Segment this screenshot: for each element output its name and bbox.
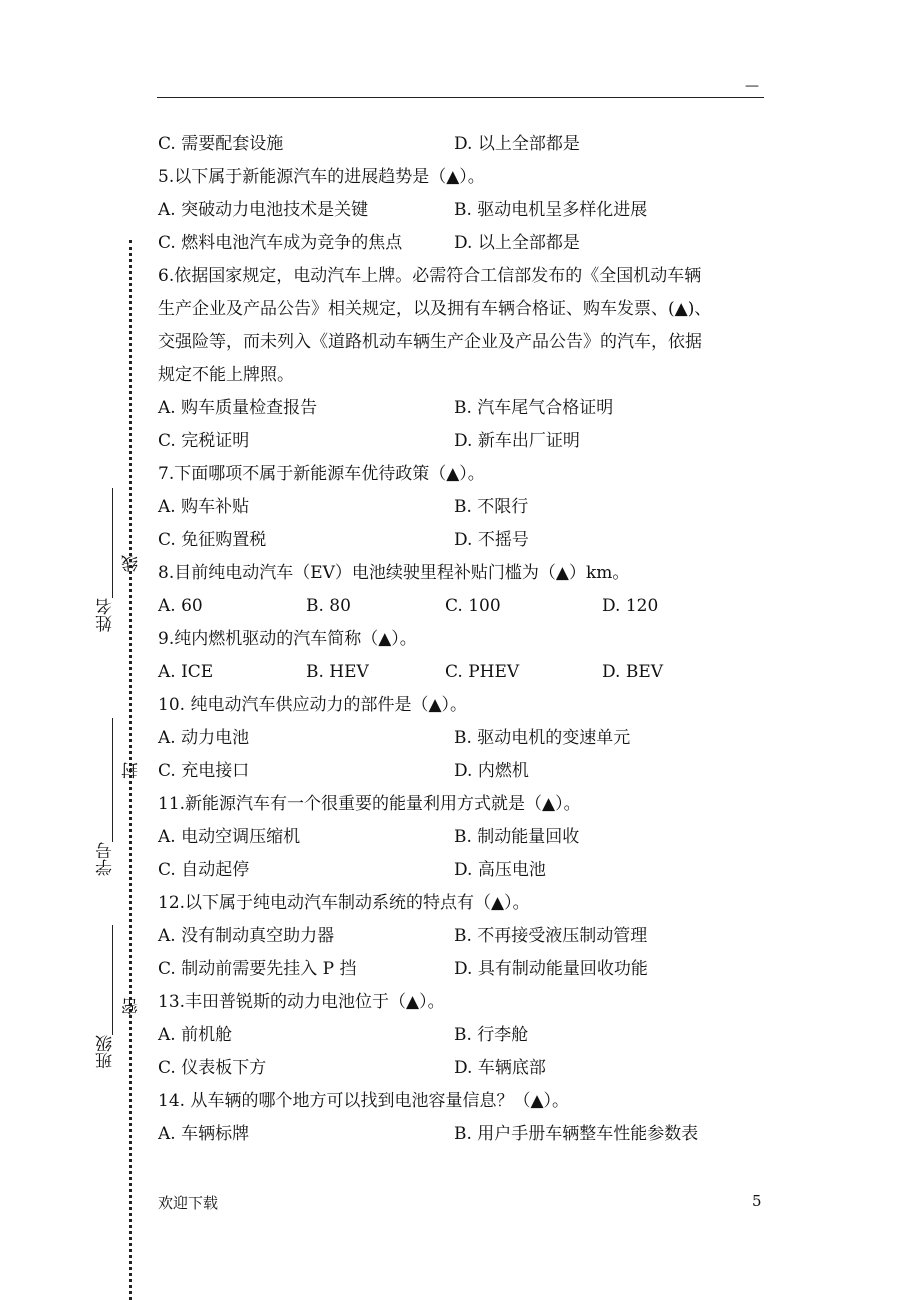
question-text: 7.下面哪项不属于新能源车优待政策（▲）。	[158, 464, 485, 484]
option-b: D. 具有制动能量回收功能	[454, 959, 648, 979]
options-row	[158, 428, 778, 461]
options-row	[158, 593, 778, 626]
option-a: C. 免征购置税	[158, 530, 267, 550]
secret-label: 密	[122, 998, 142, 1015]
question-line	[158, 263, 778, 296]
option-a: C. 需要配套设施	[158, 134, 284, 154]
option-a: A. ICE	[158, 662, 214, 682]
question-line	[158, 461, 778, 494]
options-row	[158, 1055, 778, 1088]
option-b: D. 以上全部都是	[454, 233, 580, 253]
option-b: D. 以上全部都是	[454, 134, 580, 154]
question-text: 5.以下属于新能源汽车的进展趋势是（▲）。	[158, 167, 485, 187]
option-b: B. 驱动电机呈多样化进展	[454, 200, 648, 220]
question-line	[158, 890, 778, 923]
question-text: 13.丰田普锐斯的动力电池位于（▲）。	[158, 992, 445, 1012]
question-line	[158, 791, 778, 824]
options-row	[158, 1121, 778, 1154]
option-b: D. 车辆底部	[454, 1058, 546, 1078]
option-a: C. 燃料电池汽车成为竞争的焦点	[158, 233, 403, 253]
option-a: C. 仪表板下方	[158, 1058, 267, 1078]
question-text: 12.以下属于纯电动汽车制动系统的特点有（▲）。	[158, 893, 530, 913]
options-row	[158, 659, 778, 692]
option-b: D. 高压电池	[454, 860, 546, 880]
header-rule	[157, 97, 764, 98]
option-b: B. 不限行	[454, 497, 529, 517]
footer-text: 欢迎下载	[158, 1194, 219, 1212]
option-a: C. 制动前需要先挂入 P 挡	[158, 959, 357, 979]
option-d: D. 120	[602, 596, 659, 616]
options-row	[158, 494, 778, 527]
option-a: C. 完税证明	[158, 431, 250, 451]
options-row	[158, 956, 778, 989]
options-row	[158, 824, 778, 857]
options-row	[158, 527, 778, 560]
option-c: C. PHEV	[445, 662, 520, 682]
question-line	[158, 692, 778, 725]
question-text: 规定不能上牌照。	[158, 365, 294, 385]
page-number: 5	[752, 1192, 762, 1210]
question-line	[158, 164, 778, 197]
option-a: A. 电动空调压缩机	[158, 827, 301, 847]
option-b: B. 驱动电机的变速单元	[454, 728, 631, 748]
option-a: C. 自动起停	[158, 860, 250, 880]
options-row	[158, 758, 778, 791]
option-b: B. HEV	[306, 662, 369, 682]
question-line	[158, 626, 778, 659]
name-blank-line	[112, 488, 113, 598]
option-d: D. BEV	[602, 662, 664, 682]
option-a: C. 充电接口	[158, 761, 250, 781]
question-text: 8.目前纯电动汽车（EV）电池续驶里程补贴门槛为（▲）km。	[158, 563, 630, 583]
option-a: A. 60	[158, 596, 203, 616]
question-text: 9.纯内燃机驱动的汽车简称（▲）。	[158, 629, 417, 649]
line-label: 线	[122, 555, 142, 572]
question-text: 11.新能源汽车有一个很重要的能量利用方式就是（▲）。	[158, 794, 581, 814]
header-mark: —	[745, 78, 759, 94]
question-text: 10. 纯电动汽车供应动力的部件是（▲）。	[158, 695, 468, 715]
student-id-label: 学号	[96, 842, 116, 876]
option-b: D. 新车出厂证明	[454, 431, 580, 451]
question-line	[158, 329, 778, 362]
student-id-blank-line	[112, 718, 113, 842]
option-b: B. 用户手册车辆整车性能参数表	[454, 1124, 699, 1144]
question-content	[158, 131, 778, 1154]
option-a: A. 车辆标牌	[158, 1124, 250, 1144]
question-text: 6.依据国家规定，电动汽车上牌。必需符合工信部发布的《全国机动车辆	[158, 266, 702, 286]
question-line	[158, 362, 778, 395]
class-blank-line	[112, 925, 113, 1035]
options-row	[158, 230, 778, 263]
options-row	[158, 857, 778, 890]
option-a: A. 购车补贴	[158, 497, 250, 517]
name-label: 姓名	[96, 598, 116, 632]
option-b: B. 汽车尾气合格证明	[454, 398, 614, 418]
question-line	[158, 296, 778, 329]
option-b: B. 制动能量回收	[454, 827, 580, 847]
options-row	[158, 131, 778, 164]
question-line	[158, 989, 778, 1022]
option-a: A. 购车质量检查报告	[158, 398, 318, 418]
class-label: 班级	[96, 1035, 116, 1069]
option-b: B. 不再接受液压制动管理	[454, 926, 648, 946]
options-row	[158, 725, 778, 758]
option-a: A. 动力电池	[158, 728, 250, 748]
options-row	[158, 197, 778, 230]
option-c: C. 100	[445, 596, 501, 616]
question-text: 14. 从车辆的哪个地方可以找到电池容量信息？（▲）。	[158, 1091, 570, 1111]
options-row	[158, 923, 778, 956]
option-b: B. 行李舱	[454, 1025, 529, 1045]
option-b: D. 不摇号	[454, 530, 529, 550]
option-b: D. 内燃机	[454, 761, 529, 781]
seal-label: 封	[122, 762, 142, 779]
question-text: 交强险等，而未列入《道路机动车辆生产企业及产品公告》的汽车，依据	[158, 332, 702, 352]
option-a: A. 没有制动真空助力器	[158, 926, 335, 946]
options-row	[158, 1022, 778, 1055]
question-text: 生产企业及产品公告》相关规定，以及拥有车辆合格证、购车发票、(▲)、	[158, 299, 712, 319]
option-a: A. 前机舱	[158, 1025, 233, 1045]
option-a: A. 突破动力电池技术是关键	[158, 200, 369, 220]
option-b: B. 80	[306, 596, 351, 616]
options-row	[158, 395, 778, 428]
question-line	[158, 560, 778, 593]
question-line	[158, 1088, 778, 1121]
